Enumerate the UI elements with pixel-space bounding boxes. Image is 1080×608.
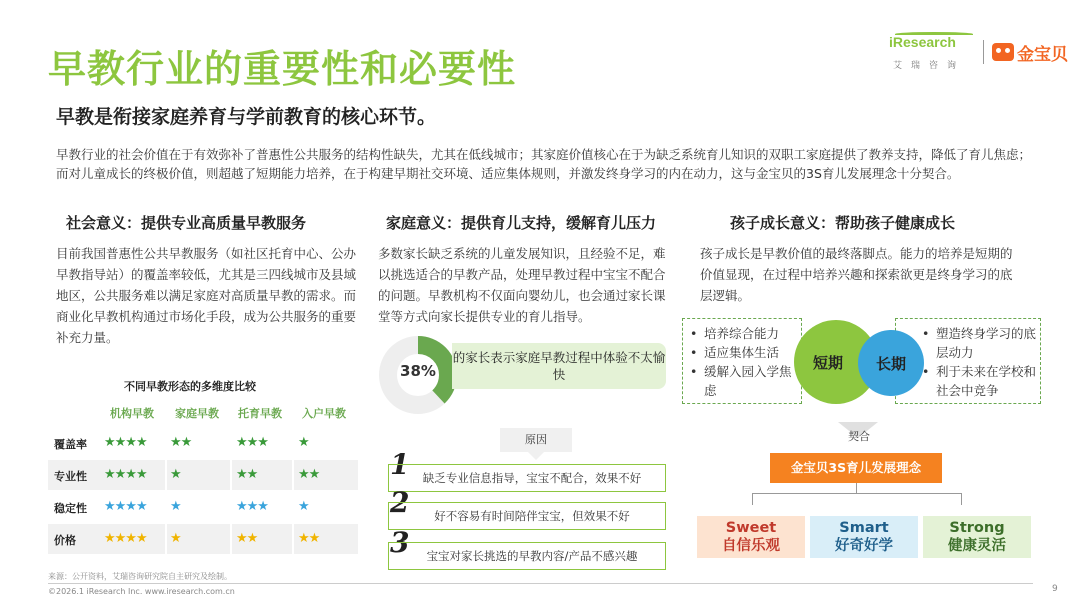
reason-item: 宝宝对家长挑选的早教内容/产品不感兴趣: [388, 542, 666, 570]
social-body: 目前我国普惠性公共早教服务（如社区托育中心、公办早教指导站）的覆盖率较低，尤其是三四线城市及县域地区，公共服务难以满足家庭对高质量早教的需求。而商业化早教机构通过市场化手段，成为公共服务的重要补充力量。: [56, 246, 357, 345]
table-row: [48, 428, 358, 458]
star-rating: ★★: [236, 531, 258, 546]
table-col-header: 托育早教: [238, 407, 282, 420]
star-rating: ★: [298, 499, 309, 514]
donut-percent-label: 38%: [400, 362, 436, 380]
family-heading: 家庭意义：提供育儿支持，缓解育儿压力: [386, 214, 657, 232]
long-term-circle: 长期: [858, 330, 924, 396]
star-rating: ★★★: [236, 499, 268, 514]
star-rating: ★★★★: [104, 499, 147, 514]
page-title: 早教行业的重要性和必要性: [48, 47, 517, 91]
table-column-separator: [230, 428, 232, 556]
star-rating: ★★: [170, 435, 192, 450]
iresearch-logo: iResearch 艾瑞咨询: [889, 32, 975, 72]
list-item: • 塑造终身学习的底层动力: [922, 324, 1038, 362]
star-rating: ★★★★: [104, 467, 147, 482]
subtitle: 早教是衔接家庭养育与学前教育的核心环节。: [56, 106, 437, 128]
logo-divider: [983, 40, 984, 64]
reason-item: 缺乏专业信息指导，宝宝不配合，效果不好: [388, 464, 666, 492]
family-body: 多数家长缺乏系统的儿童发展知识，且经验不足，难以挑选适合的早教产品，处理早教过程中宝宝不配合的问题。早教机构不仅面向婴幼儿，也会通过家长课堂等方式向家长提供专业的育儿指导。: [378, 246, 666, 324]
table-col-header: 机构早教: [110, 407, 154, 420]
table-col-header: 入户早教: [302, 407, 346, 420]
bracket-stem: [856, 483, 857, 493]
table-row: [48, 492, 358, 522]
star-rating: ★★★★: [104, 531, 147, 546]
table-row-label: 稳定性: [54, 502, 87, 515]
short-term-circle: 短期: [794, 320, 878, 404]
social-heading: 社会意义：提供专业高质量早教服务: [66, 214, 307, 232]
reason-item: 好不容易有时间陪伴宝宝，但效果不好: [388, 502, 666, 530]
jinbaobei-logo: 金宝贝: [992, 40, 1068, 65]
concept-banner: 金宝贝3S育儿发展理念: [770, 453, 942, 483]
table-row-label: 专业性: [54, 470, 87, 483]
star-rating: ★: [170, 499, 181, 514]
jinbaobei-icon: [992, 43, 1014, 61]
star-rating: ★★: [298, 467, 320, 482]
reason-number: 1: [390, 448, 410, 481]
star-rating: ★★: [236, 467, 258, 482]
child-body: 孩子成长是早教价值的最终落脚点。能力的培养是短期的价值显现，在过程中培养兴趣和探索欲更是终身学习的底层逻辑。: [700, 246, 1013, 303]
reason-number: 3: [390, 526, 410, 559]
table-column-separator: [165, 428, 167, 556]
star-rating: ★★★: [236, 435, 268, 450]
fit-label: 契合: [848, 430, 870, 443]
donut-caption: 的家长表示家庭早教过程中体验不太愉快: [452, 343, 666, 389]
reason-label: 原因: [500, 428, 572, 452]
star-rating: ★: [170, 467, 181, 482]
table-row-label: 覆盖率: [54, 438, 87, 451]
logo-area: [889, 32, 1068, 72]
list-item: • 缓解入园入学焦虑: [690, 362, 800, 400]
table-row-label: 价格: [54, 534, 76, 547]
bracket-connector: [752, 493, 962, 505]
strong-box: Strong 健康灵活: [923, 516, 1031, 558]
smart-box: Smart 好奇好学: [810, 516, 918, 558]
page-number: 9: [1052, 584, 1058, 594]
footer-divider: [48, 583, 1033, 584]
list-item: • 培养综合能力: [690, 324, 800, 343]
copyright: ©2026.1 iResearch Inc. www.iresearch.com.cn: [48, 587, 235, 596]
list-item: • 利于未来在学校和社会中竞争: [922, 362, 1038, 400]
reason-number: 2: [390, 486, 410, 519]
table-title: 不同早教形态的多维度比较: [124, 380, 256, 393]
list-item: • 适应集体生活: [690, 343, 800, 362]
intro-paragraph: 早教行业的社会价值在于有效弥补了普惠性公共服务的结构性缺失，尤其在低线城市；其家庭价值核心在于为缺乏系统育儿知识的双职工家庭提供了教养支持，降低了育儿焦虑；而对儿童成长的终极价值，则超越了短期能力培养，在于构建早期社交环境、适应集体规则，并激发终身学习的内在动力，这与金宝贝的3S育儿发展理念十分契合。: [56, 147, 1032, 181]
star-rating: ★: [298, 435, 309, 450]
table-col-header: 家庭早教: [175, 407, 219, 420]
source-note: 来源：公开资料，艾瑞咨询研究院自主研究及绘制。: [48, 572, 232, 581]
child-heading: 孩子成长意义：帮助孩子健康成长: [730, 214, 956, 232]
table-column-separator: [292, 428, 294, 556]
star-rating: ★★★★: [104, 435, 147, 450]
star-rating: ★: [170, 531, 181, 546]
short-term-list: [690, 324, 800, 400]
long-term-list: [922, 324, 1038, 400]
star-rating: ★★: [298, 531, 320, 546]
sweet-box: Sweet 自信乐观: [697, 516, 805, 558]
